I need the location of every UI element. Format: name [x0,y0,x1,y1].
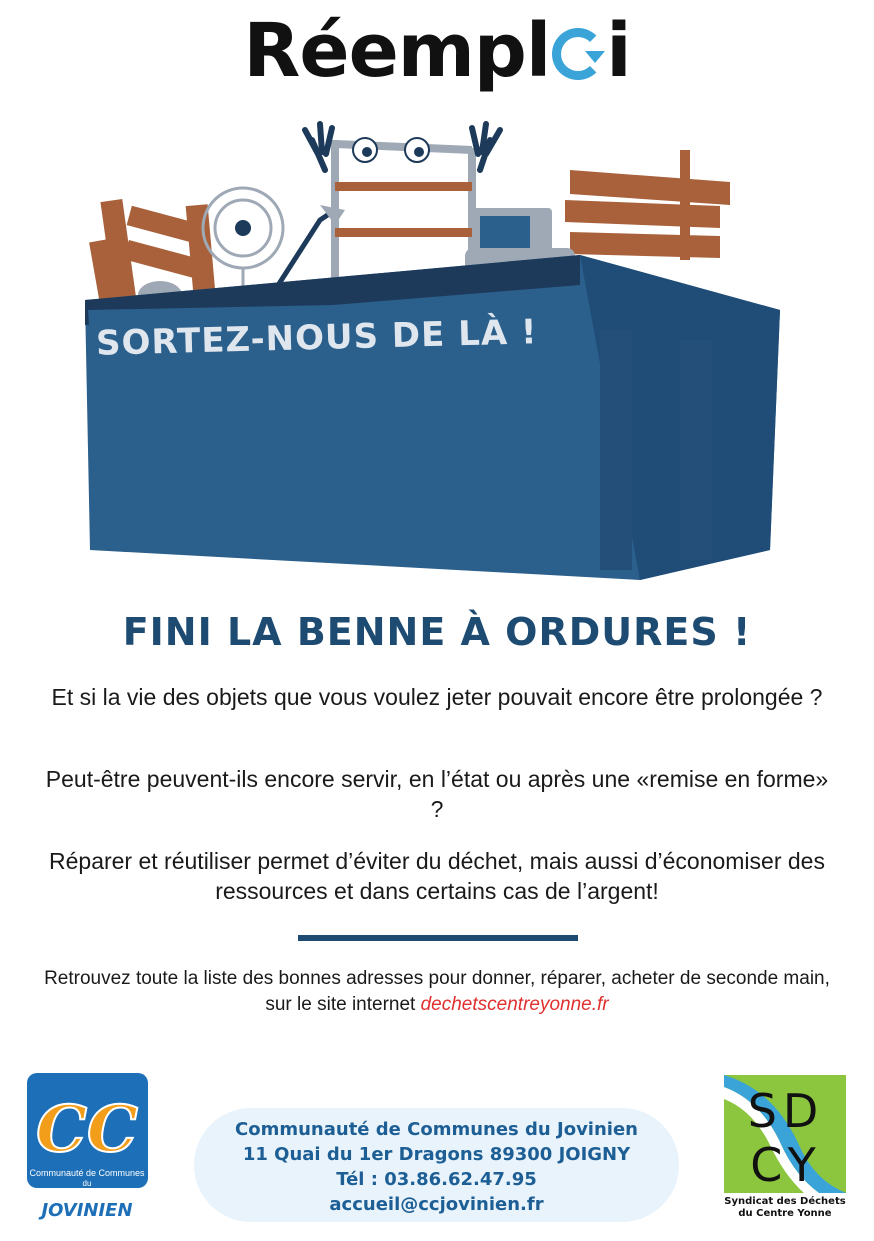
logo-text-suffix: i [606,8,631,94]
shelf-board [335,182,472,191]
logo-text-prefix: Réempl [243,8,551,94]
left-hand-icon [305,124,332,170]
sdcy-caption-line1: Syndicat des Déchets [724,1196,846,1207]
cc-letters: CC [36,1092,138,1167]
paragraph-intro: Et si la vie des objets que vous voulez jeter pouvait encore être prolongée ? [51,684,823,710]
divider [298,935,578,941]
metal-shelf [335,140,472,285]
cc-jovinien-logo [27,1073,148,1223]
headline: FINI LA BENNE À ORDURES ! [122,610,752,654]
website-link[interactable]: dechetscentreyonne.fr [420,994,609,1015]
footer-note [30,966,844,1018]
paragraph-benefits: Réparer et réutiliser permet d’éviter du déchet, mais aussi d’économiser des ressources et dans certains cas de l’argent! [49,848,825,904]
contact-box [194,1108,679,1222]
wooden-crates-right [565,150,730,260]
sdcy-bottom: CY [750,1138,822,1192]
paragraph-reuse: Peut-être peuvent-ils encore servir, en l’état ou après une «remise en forme» ? [45,766,829,822]
right-hand-icon [472,124,500,170]
cc-name: JOVINIEN [41,1200,133,1221]
illustration-banner: SORTEZ-NOUS DE LÀ ! [95,312,538,364]
contact-org: Communauté de Communes du Jovinien [235,1119,638,1140]
cc-line2: du [82,1179,92,1188]
sdcy-caption [714,1196,856,1220]
footer-note-text: Retrouvez toute la liste des bonnes adresses pour donner, réparer, acheter de seconde main, sur le site internet [44,968,830,1015]
cc-line1: Communauté de Communes [29,1168,145,1178]
reemploi-logo [0,8,874,94]
sdcy-caption-line2: du Centre Yonne [738,1208,832,1219]
contact-phone[interactable]: Tél : 03.86.62.47.95 [336,1169,537,1190]
recycle-loop-icon [552,28,604,80]
contact-email[interactable]: accueil@ccjovinien.fr [329,1194,544,1215]
dumpster-bin [85,255,780,580]
sdcy-top: SD [747,1084,825,1138]
shelf-board [335,228,472,237]
contact-address: 11 Quai du 1er Dragons 89300 JOIGNY [242,1144,631,1165]
